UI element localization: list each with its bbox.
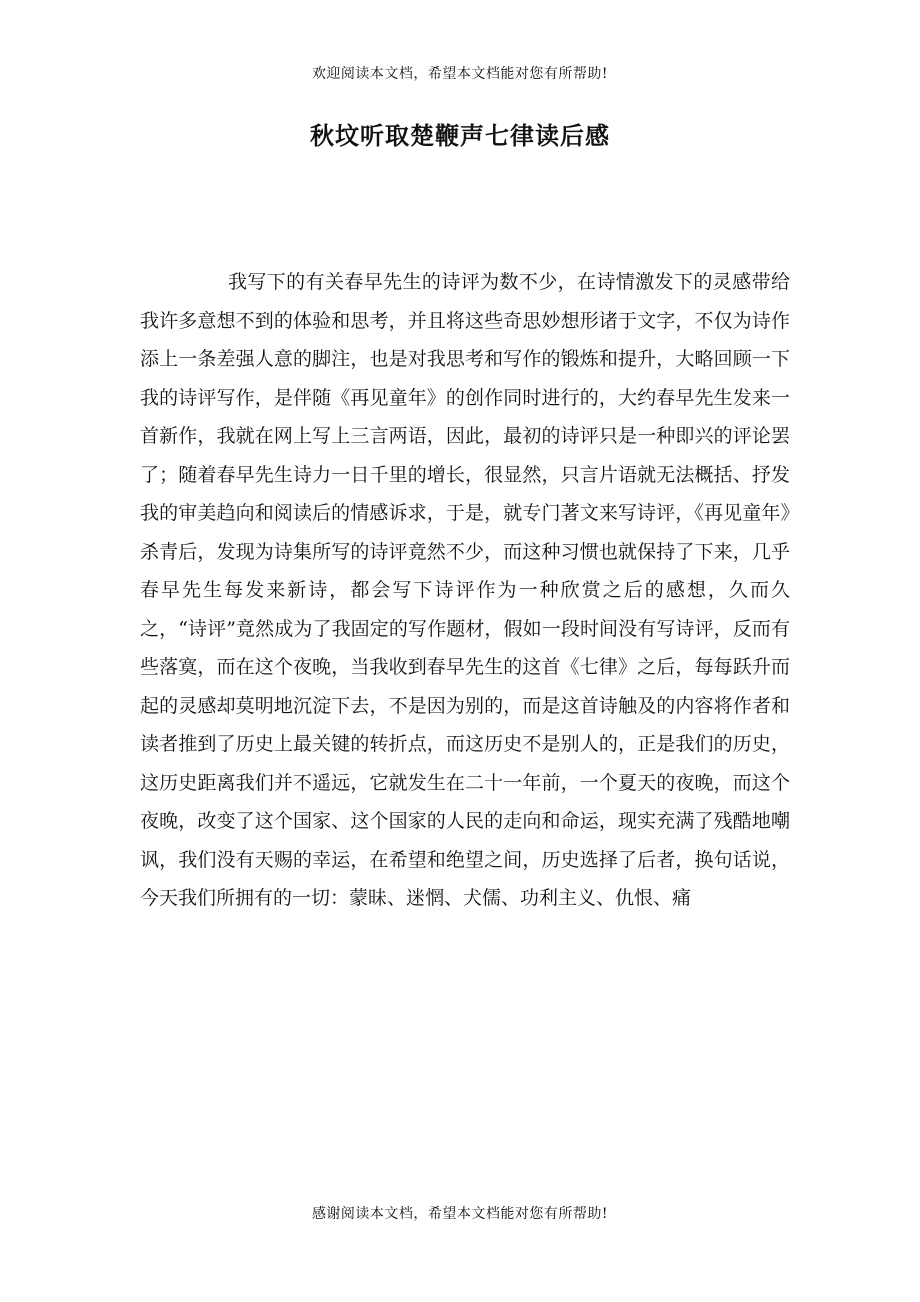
document-title: 秋坟听取楚鞭声七律读后感 [310,122,610,150]
footer-note: 感谢阅读本文档，希望本文档能对您有所帮助! [311,1206,609,1222]
header-note: 欢迎阅读本文档，希望本文档能对您有所帮助! [311,66,609,82]
body-paragraph: 我写下的有关春早先生的诗评为数不少，在诗情激发下的灵感带给我许多意想不到的体验和思考，并且将这些奇思妙想形诸于文字，不仅为诗作添上一条差强人意的脚注，也是对我思考和写作的锻炼和提升，大略回顾一下我的诗评写作，是伴随《再见童年》的创作同时进行的，大约春早先生发来一首新作，我就在网上写上三言两语，因此，最初的诗评只是一种即兴的评论罢了；随着春早先生诗力一日千里的增长，很显然，只言片语就无法概括、抒发我的审美趋向和阅读后的情感诉求，于是，就专门著文来写诗评，《再见童年》杀青后，发现为诗集所写的诗评竟然不少，而这种习惯也就保持了下来，几乎春早先生每发来新诗，都会写下诗评作为一种欣赏之后的感想，久而久之，“诗评”竟然成为了我固定的写作题材，假如一段时间没有写诗评，反而有些落寞，而在这个夜晚，当我收到春早先生的这首《七律》之后，每每跃升而起的灵感却莫明地沉淀下去，不是因为别的，而是这首诗触及的内容将作者和读者推到了历史上最关键的转折点，而这历史不是别人的，正是我们的历史，这历史距离我们并不遥远，它就发生在二十一年前，一个夏天的夜晚，而这个夜晚，改变了这个国家、这个国家的人民的走向和命运，现实充满了残酷地嘲讽，我们没有天赐的幸运，在希望和绝望之间，历史选择了后者，换句话说，今天我们所拥有的一切：蒙昧、迷惘、犬儒、功利主义、仇恨、痛 [140,271,790,909]
